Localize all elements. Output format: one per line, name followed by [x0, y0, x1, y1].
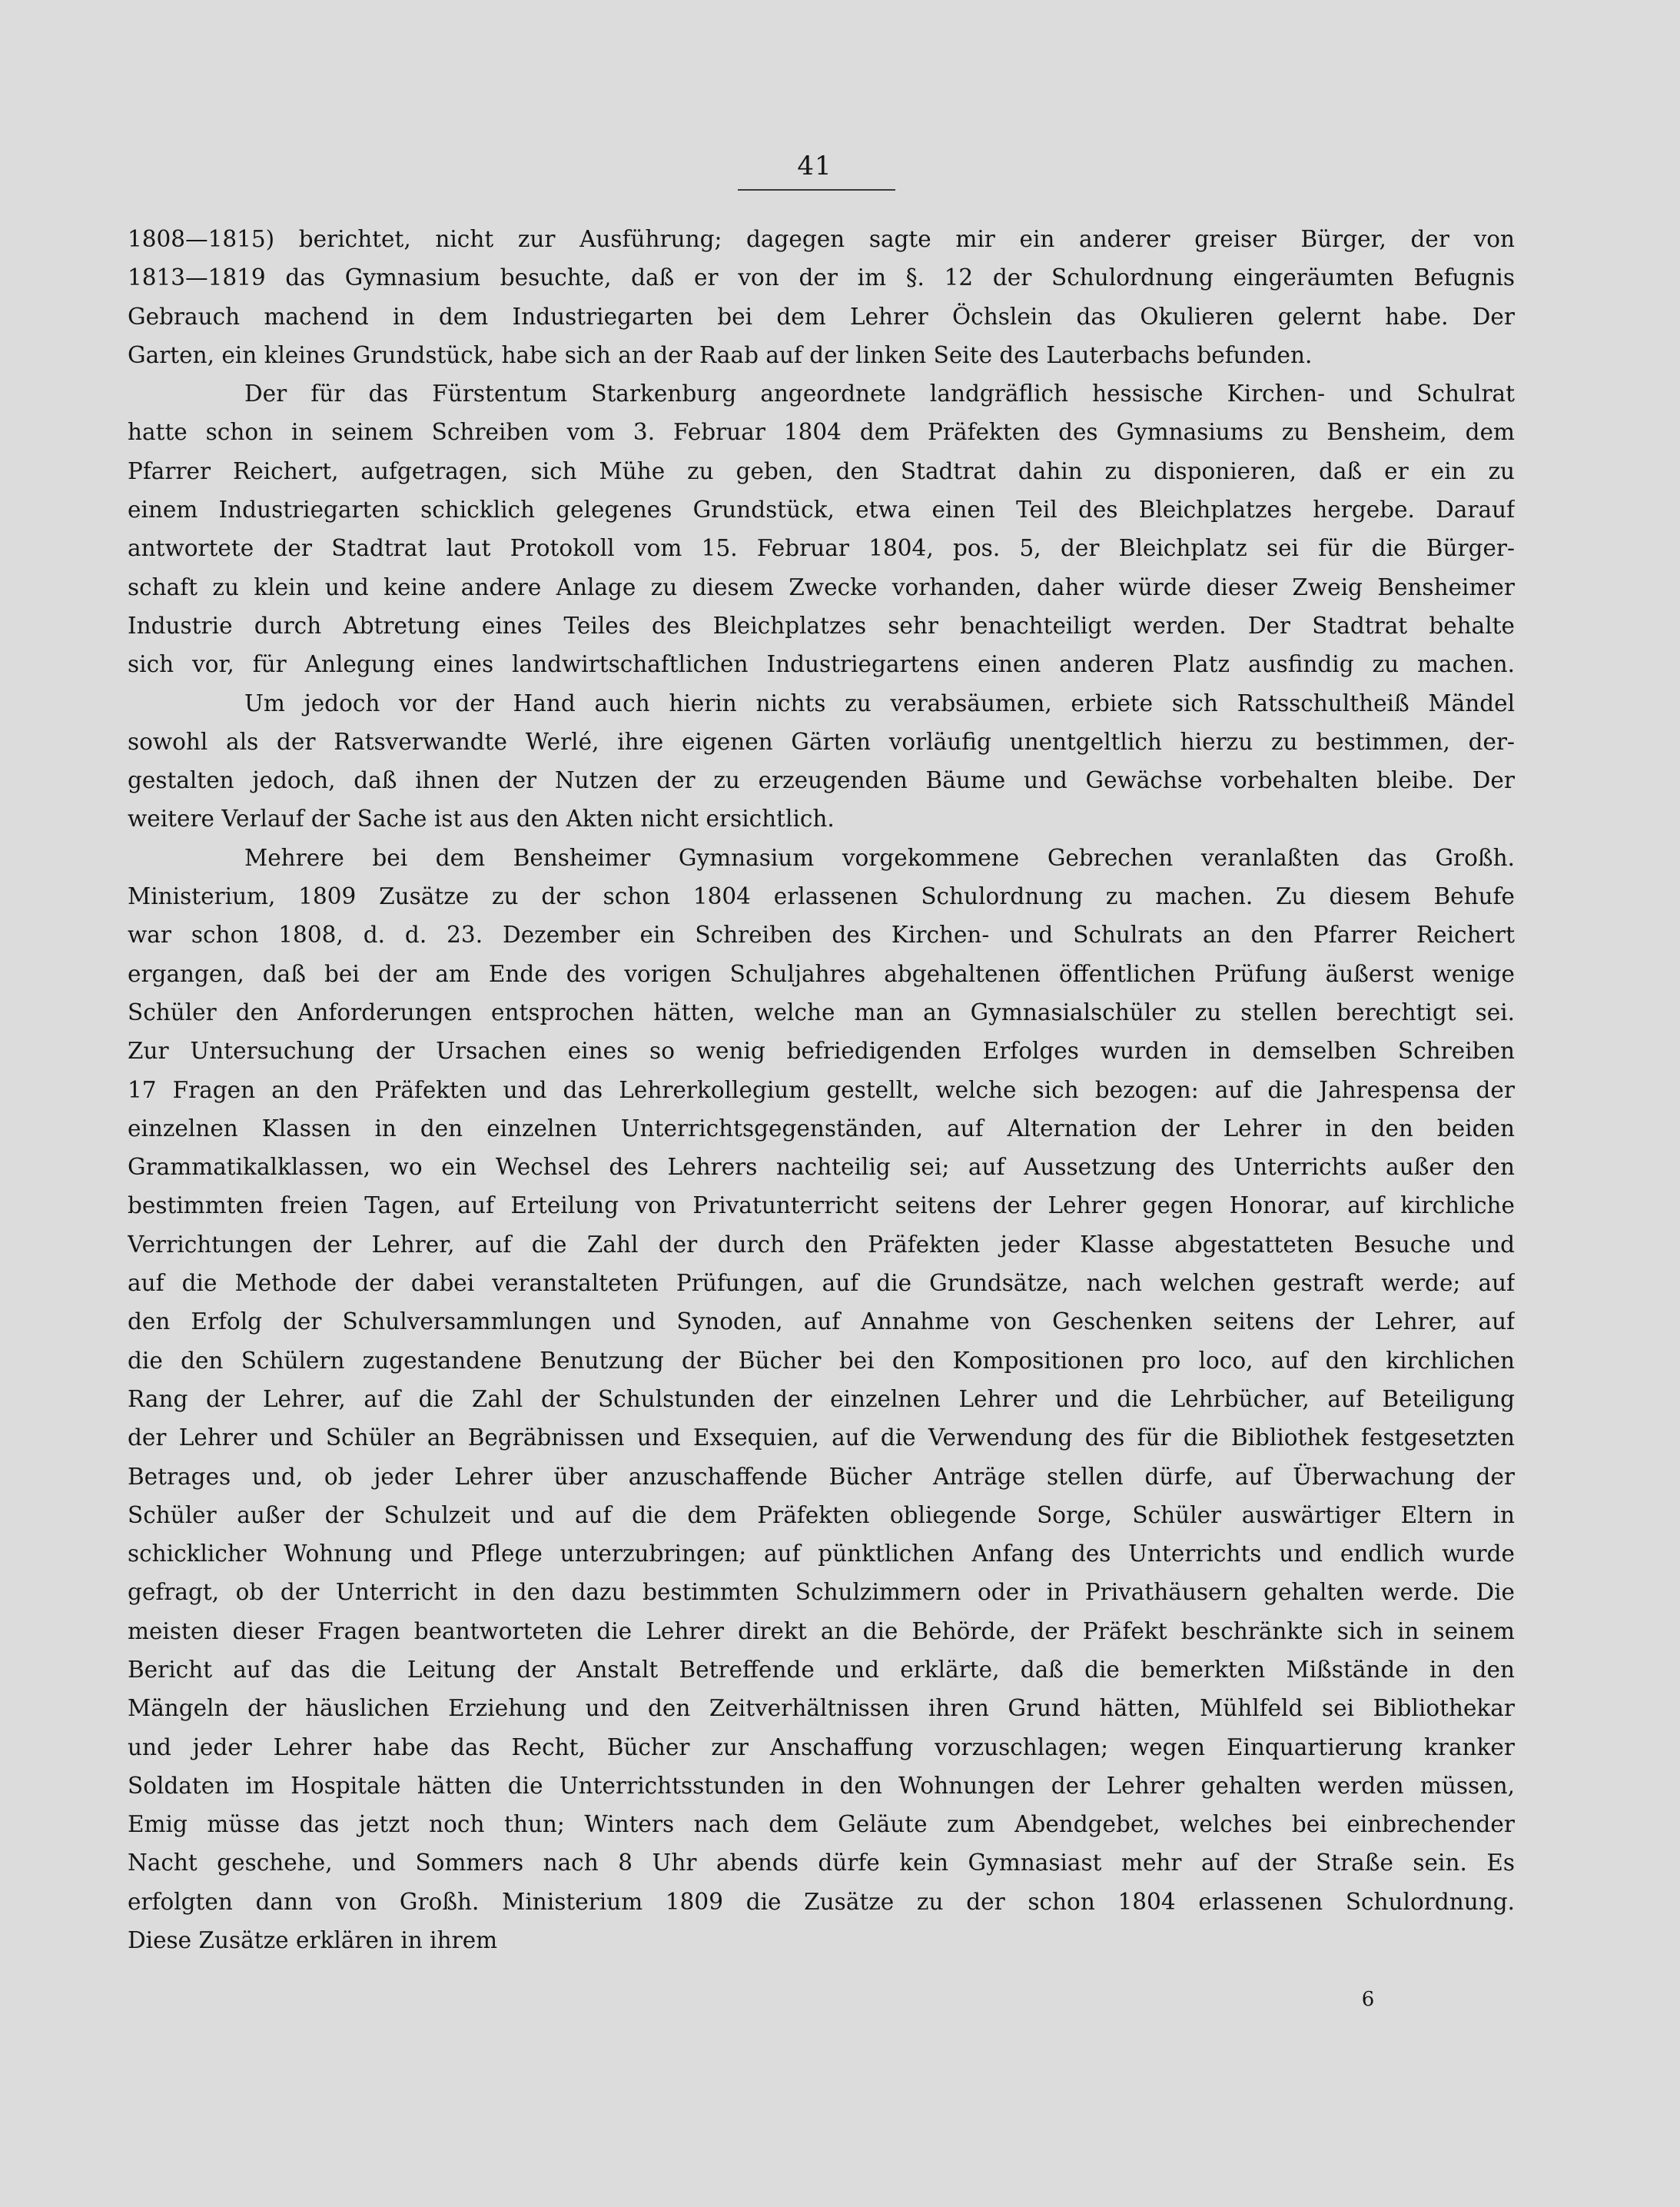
text-line: den Erfolg der Schulversammlungen und Synoden, auf Annahme von Geschenken seitens der Lehrer, auf [128, 1308, 1515, 1335]
text-line: Der für das Fürstentum Starkenburg angeordnete landgräflich hessische Kirchen- und Schulrat [244, 381, 1515, 407]
text-line: Garten, ein kleines Grundstück, habe sich an der Raab auf der linken Seite des Lauterbachs befunden. [128, 341, 1313, 368]
text-line: auf die Methode der dabei veranstalteten Prüfungen, auf die Grundsätze, nach welchen gestraft werde; auf [128, 1270, 1515, 1297]
text-line: schaft zu klein und keine andere Anlage zu diesem Zwecke vorhanden, daher würde dieser Zweig Bensheimer [128, 573, 1515, 600]
text-line: 1808—1815) berichtet, nicht zur Ausführung; dagegen sagte mir ein anderer greiser Bürger, der von [128, 226, 1515, 252]
text-line: einem Industriegarten schicklich gelegenes Grundstück, etwa einen Teil des Bleichplatzes hergebe. Darauf [128, 497, 1515, 523]
text-line: ergangen, daß bei der am Ende des vorigen Schuljahres abgehaltenen öffentlichen Prüfung äußerst wenige [128, 960, 1515, 987]
text-line: Schüler außer der Schulzeit und auf die dem Präfekten obliegende Sorge, Schüler auswärtiger Eltern in [128, 1501, 1515, 1528]
signature-mark: 6 [1361, 1988, 1375, 2011]
text-line: die den Schülern zugestandene Benutzung der Bücher bei den Kompositionen pro loco, auf den kirchlichen [128, 1347, 1515, 1374]
text-line: gefragt, ob der Unterricht in den dazu bestimmten Schulzimmern oder in Privathäusern gehalten werde. Die [128, 1579, 1515, 1606]
text-line: 1813—1819 das Gymnasium besuchte, daß er von der im §. 12 der Schulordnung eingeräumten Befugnis [128, 264, 1515, 291]
text-line: war schon 1808, d. d. 23. Dezember ein Schreiben des Kirchen- und Schulrats an den Pfarrer Reichert [128, 922, 1515, 949]
text-line: Emig müsse das jetzt noch thun; Winters nach dem Geläute zum Abendgebet, welches bei einbrechender [128, 1811, 1515, 1838]
text-line: erfolgten dann von Großh. Ministerium 1809 die Zusätze zu der schon 1804 erlassenen Schulordnung. [128, 1888, 1515, 1915]
text-line: der Lehrer und Schüler an Begräbnissen und Exsequien, auf die Verwendung des für die Bibliothek festgesetzten [128, 1424, 1515, 1451]
text-line: Nacht geschehe, und Sommers nach 8 Uhr abends dürfe kein Gymnasiast mehr auf der Straße sein. Es [128, 1850, 1515, 1876]
text-line: Betrages und, ob jeder Lehrer über anzuschaffende Bücher Anträge stellen dürfe, auf Überwachung der [128, 1463, 1515, 1490]
text-line: 17 Fragen an den Präfekten und das Lehrerkollegium gestellt, welche sich bezogen: auf die Jahrespensa der [128, 1076, 1515, 1103]
page-number-rule [738, 189, 895, 191]
text-line: Mängeln der häuslichen Erziehung und den Zeitverhältnissen ihren Grund hätten, Mühlfeld sei Bibliothekar [128, 1695, 1515, 1722]
text-line: schicklicher Wohnung und Pflege unterzubringen; auf pünktlichen Anfang des Unterrichts und endlich wurde [128, 1541, 1515, 1567]
text-line: Diese Zusätze erklären in ihrem [128, 1927, 498, 1954]
text-line: weitere Verlauf der Sache ist aus den Akten nicht ersichtlich. [128, 806, 835, 833]
text-line: Pfarrer Reichert, aufgetragen, sich Mühe zu geben, den Stadtrat dahin zu disponieren, daß er ein zu [128, 457, 1515, 484]
page-number: 41 [797, 151, 832, 181]
text-line: hatte schon in seinem Schreiben vom 3. Februar 1804 dem Präfekten des Gymnasiums zu Bensheim, dem [128, 419, 1515, 446]
text-line: Schüler den Anforderungen entsprochen hätten, welche man an Gymnasialschüler zu stellen berechtigt sei. [128, 999, 1515, 1025]
text-line: Ministerium, 1809 Zusätze zu der schon 1804 erlassenen Schulordnung zu machen. Zu diesem Behufe [128, 883, 1515, 910]
text-line: sich vor, für Anlegung eines landwirtschaftlichen Industriegartens einen anderen Platz ausfindig zu machen. [128, 651, 1515, 678]
text-line: Rang der Lehrer, auf die Zahl der Schulstunden der einzelnen Lehrer und die Lehrbücher, auf Beteiligung [128, 1385, 1515, 1412]
text-line: Grammatikalklassen, wo ein Wechsel des Lehrers nachteilig sei; auf Aussetzung des Unterrichts außer den [128, 1154, 1515, 1181]
text-line: bestimmten freien Tagen, auf Erteilung von Privatunterricht seitens der Lehrer gegen Honorar, auf kirchliche [128, 1192, 1515, 1219]
text-line: Zur Untersuchung der Ursachen eines so wenig befriedigenden Erfolges wurden in demselben Schreiben [128, 1038, 1515, 1065]
text-line: gestalten jedoch, daß ihnen der Nutzen der zu erzeugenden Bäume und Gewächse vorbehalten bleibe. Der [128, 767, 1515, 794]
text-line: Verrichtungen der Lehrer, auf die Zahl der durch den Präfekten jeder Klasse abgestatteten Besuche und [128, 1231, 1515, 1258]
text-line: Um jedoch vor der Hand auch hierin nichts zu verabsäumen, erbiete sich Ratsschultheiß Mändel [244, 690, 1515, 716]
text-line: Mehrere bei dem Bensheimer Gymnasium vorgekommene Gebrechen veranlaßten das Großh. [244, 844, 1515, 871]
text-line: Bericht auf das die Leitung der Anstalt Betreffende und erklärte, daß die bemerkten Mißstände in den [128, 1656, 1515, 1683]
body-text [128, 220, 1515, 1959]
text-line: sowohl als der Ratsverwandte Werlé, ihre eigenen Gärten vorläufig unentgeltlich hierzu zu bestimmen, der- [128, 728, 1515, 755]
text-line: und jeder Lehrer habe das Recht, Bücher zur Anschaffung vorzuschlagen; wegen Einquartierung kranker [128, 1733, 1515, 1760]
text-line: antwortete der Stadtrat laut Protokoll vom 15. Februar 1804, pos. 5, der Bleichplatz sei für die Bürger- [128, 535, 1515, 562]
text-line: Industrie durch Abtretung eines Teiles des Bleichplatzes sehr benachteiligt werden. Der Stadtrat behalte [128, 612, 1515, 639]
text-line: Gebrauch machend in dem Industriegarten bei dem Lehrer Öchslein das Okulieren gelernt habe. Der [128, 303, 1515, 330]
text-line: Soldaten im Hospitale hätten die Unterrichtsstunden in den Wohnungen der Lehrer gehalten werden müssen, [128, 1772, 1515, 1799]
text-line: einzelnen Klassen in den einzelnen Unterrichtsgegenständen, auf Alternation der Lehrer in den beiden [128, 1115, 1515, 1142]
text-line: meisten dieser Fragen beantworteten die Lehrer direkt an die Behörde, der Präfekt beschränkte sich in seinem [128, 1617, 1515, 1644]
